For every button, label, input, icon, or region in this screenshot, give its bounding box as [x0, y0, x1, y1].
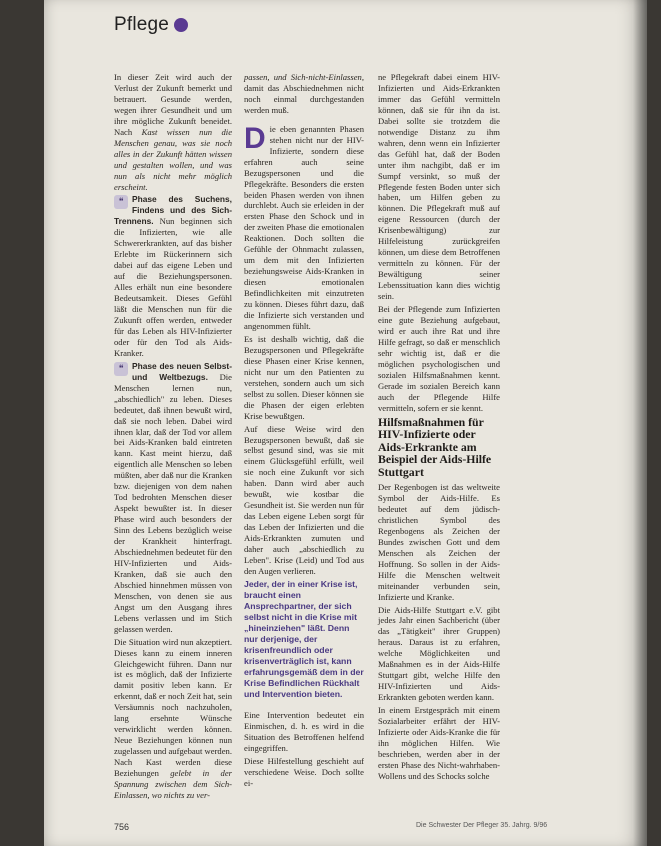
page-spine-shadow	[633, 0, 647, 846]
paragraph: Die Situation wird nun akzeptiert. Dieses kann zu einem inneren Gleichgewicht führen. Dann nur ist es möglich, daß der Infizierte damit positiv leben kann. Er erkennt, daß er noch Zeit hat, sein Versäumnis noch nachzuholen, lang ersehnte Wünsche verwirklicht werden können. Neue Beziehungen können nun zugelassen und aufgebaut werden. Nach Kast werden diese Beziehungen gelebt in der Spannung zwischen dem Sich-Einlassen, wo nichts zu ver-	[114, 636, 233, 800]
phase-paragraph: ❝ Phase des neuen Selbst- und Weltbezugs. Die Menschen lernen nun, „abschiedlich" zu leben. Dieses bedeutet, daß ihnen bewußt wird, daß sie noch leben. Dabei wird ihnen klar, daß der Tod vor allem bei Aids-Kranken bald eintreten kann. Kast meint hierzu, daß eigentlich alle Menschen so leben müßten, aber daß nur die Kranken bzw. diejenigen von dem nahen Tod bedrohten Menschen dieser Aspekt bewußter ist. In dieser Phase wird auch besonders der Sinn des Lebens bezüglich weise der Krankheit hinterfragt. Abschiednehmen bedeutet für den HIV-Infizierten und Aids-Kranken, daß sie auch den Abschied hinnehmen müssen von Menschen, von denen sie aus Angst um den Ausgang ihres Lebens verlassen und im Stich gelassen werden.	[114, 360, 232, 634]
paragraph: Auf diese Weise wird den Bezugspersonen bewußt, daß sie selbst gesund sind, was sie mit einem Glücksgefühl erfüllt, weil sie noch eine Zukunft vor sich haben. Dann wird aber auch bewußt, wie kostbar die Gesundheit ist. Sie werden nun für das Leben eigene Leben sorgt für das Leben der Infizierten und die Aids-Erkrankten zumuten und daher auch „abschiedlich zu Leben". Krise (Leid) und Tod aus den Augen verlieren.	[244, 423, 364, 576]
drop-cap: D	[244, 121, 266, 155]
page-header	[114, 14, 188, 44]
paragraph: passen, und Sich-nicht-Einlassen, damit das Abschiednehmen nicht noch einmal durchgestanden werden muß.	[244, 72, 364, 115]
pull-quote: Jeder, der in einer Krise ist, braucht einen Ansprechpartner, der sich selbst nicht in die Krise mit „hineinziehen" läßt. Denn nur derjenige, der krisenfreundlich oder krisenverträglich ist, kann erfahrungsgemäß dem in der Krise Befindlichen Rückhalt und Intervention bieten.	[244, 578, 364, 699]
paragraph: Die Aids-Hilfe Stuttgart e.V. gibt jedes Jahr einen Sachbericht (über das „Tätigkeit" ihrer Gruppen) heraus. Daraus ist zu erfahren, welche Möglichkeiten und Maßnahmen es in der Aids-Hilfe Stuttgart gibt, welche Hilfe den HIV-Infizierten und Aids-Erkrankten geboten werden kann.	[378, 604, 500, 703]
quote-mark-icon: ❝	[114, 195, 128, 209]
text-column-2	[244, 72, 364, 791]
text-column-1	[114, 72, 232, 803]
quote-mark-icon: ❝	[114, 362, 128, 376]
section-title: Pflege	[114, 14, 170, 35]
phase-heading: Phase des neuen Selbst- und Weltbezugs.	[132, 360, 232, 382]
paragraph: In einem Erstgespräch mit einem Sozialarbeiter erfährt der HIV-Infizierte oder Aids-Kranke die für ihn möglichen Hilfen. Wie beschrieben, werden aber in der ersten Phase des Nicht-wahrhaben-Wollens und des Schocks solche	[378, 705, 500, 781]
phase-paragraph: ❝ Phase des Suchens, Findens und des Sich-Trennens. Nun beginnen sich die Infizierten, wie alle Schwererkrankten, auf das bisher Erlebte im Rückerinnern sich dabei auf das eigene Leben und auf die Beziehungspersonen. Alles erhält nun eine besondere Bedeutsamkeit. Dieses Gefühl läßt die Menschen nun für die Zukunft offen werden, entweder für das Leben als HIV-Infizierter oder für den Tod als Aids-Kranker.	[114, 194, 232, 358]
paragraph: In dieser Zeit wird auch der Verlust der Zukunft bemerkt und betrauert. Gesunde werden, wegen ihrer Gesundheit und um ihre mögliche Zukunft beneidet. Nach Kast wissen nun die Menschen genau, was sie noch alles in der Zukunft hätten wissen und gestalten wollen, und was nun als nicht mehr möglich erscheint.	[114, 72, 233, 192]
paragraph: ne Pflegekraft dabei einem HIV-Infizierten und Aids-Erkrankten immer das Gefühl vermitteln können, daß sie für ihn da ist. Dabei sollte sie trotzdem die notwendige Distanz zu ihm wahren, denn wenn ein Infizierter das Gefühl hat, daß der Boden unter ihm nachgibt, daß er im Sumpf versinkt, so muß der Pflegende festen Boden unter sich haben, um Hilfen geben zu können. Die Pflegekraft muß auf eigene Ressourcen (durch der Krisenbewältigung) zur Hilfeleistung zurückgreifen können, um diese dem Betroffenen vermitteln zu können. Für der Bewältigung seiner Lebenssituation kann dies wichtig sein.	[378, 72, 500, 302]
paragraph: Bei der Pflegende zum Infizierten eine gute Beziehung aufgebaut, wird er auch ihre Rat und ihre Hilfe gefragt, so daß er menschlich sehr wichtig ist, daß er die möglichen psychologischen und sozialen Hilfsmaßnahmen kennt. Gerade im sozialen Bereich kann auch der Pflegende Hilfe vermitteln, sofern er sie kennt.	[378, 304, 500, 413]
paragraph: Es ist deshalb wichtig, daß die Bezugspersonen und Pflegekräfte diese Phasen einer Krise kennen, nicht nur um den Patienten zu verstehen, sondern auch um sich selbst zu sollen. Dieser können sie die Phasen der eigen erlebten Krise bewußtgen.	[244, 333, 364, 421]
text-column-3	[378, 72, 500, 784]
paragraph: Die eben genannten Phasen stehen nicht nur der HIV-Infizierte, sondern diese erfahren auch seine Bezugspersonen und die Pflegekräfte. Besonders die ersten beiden Phasen werden von ihnen durchlebt. Auch sie erleiden in der ersten Phase den Schock und in der zweiten Phase die emotionalen Reaktionen. Doch sollten die Gefühle der Ohnmacht zulassen, um dem mit den Infizierten beziehungsweise Aids-Kranken in diesen emotionalen Befindlichkeiten mit einzutreten zu können. Dieses führt dazu, daß die Infizierte sich verstanden und angenommen fühlt.	[244, 121, 364, 331]
paragraph: Diese Hilfestellung geschieht auf verschiedene Weise. Doch sollte ei-	[244, 755, 364, 788]
box-heading: Hilfsmaßnahmen für HIV-Infizierte oder Aids-Erkrankte am Beispiel der Aids-Hilfe Stuttgart	[378, 414, 492, 479]
document-page	[44, 0, 647, 846]
journal-footer: Die Schwester Der Pfleger 35. Jahrg. 9/96	[416, 822, 548, 829]
paragraph: Eine Intervention bedeutet ein Einmischen, d. h. es wird in die Situation des Betroffenen helfend eingegriffen.	[244, 709, 364, 753]
section-dot-icon	[174, 18, 188, 32]
page-number: 756	[114, 822, 130, 832]
paragraph: Der Regenbogen ist das weltweite Symbol der Aids-Hilfe. Es bedeutet auf dem jüdisch-christlichen Symbol des Regenbogens als Zeichen der Bundes zwischen Gott und dem Menschen als Zeichen der Hoffnung. So sollen in der Aids-Hilfe die Menschen weltweit miteinander verbunden sein, Infizierte und Kranke.	[378, 482, 500, 602]
phase-heading: Phase des Suchens, Findens und des Sich-Trennens.	[114, 194, 232, 227]
